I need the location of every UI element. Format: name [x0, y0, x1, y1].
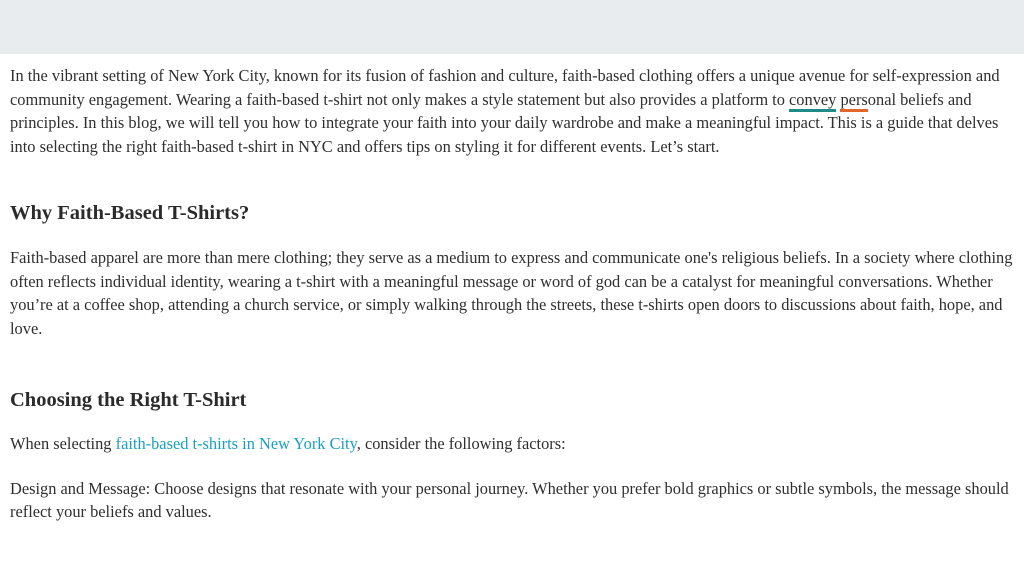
intro-text-part2: onal beliefs and principles. In this blog, we will tell you how to integrate your faith into your daily wardrobe and make a meaningful impact. This is a guide that delves into selecting the right faith-based t-shirt in NYC and offers tips on styling it for different events. Let’s start. — [10, 89, 999, 156]
intro-text-part1: In the vibrant setting of New York City, known for its fusion of fashion and culture, faith-based clothing offers a unique avenue for self-expression and community engagement. Wearing a faith-based t-shirt not only makes a style statement but also provides a platform to — [10, 66, 1000, 109]
when-prefix-text: When selecting — [10, 434, 112, 453]
when-suffix-text: , consider the following factors: — [356, 434, 566, 453]
intro-paragraph — [10, 64, 1014, 158]
faith-shirts-nyc-link[interactable]: faith-based t-shirts in New York City — [115, 434, 357, 453]
design-message-paragraph: Design and Message: Choose designs that resonate with your personal journey. Whether you prefer bold graphics or subtle symbols, the message should reflect your beliefs and values. — [10, 478, 1009, 521]
why-paragraph: Faith-based apparel are more than mere clothing; they serve as a medium to express and communicate one's religious beliefs. In a society where clothing often reflects individual identity, wearing a t-shirt with a meaningful message or word of god can be a catalyst for meaningful conversations. Whether you’re at a coffee shop, attending a church service, or simply walking through the streets, these t-shirts open doors to discussions about faith, hope, and love. — [10, 248, 1013, 338]
article-body — [10, 62, 1014, 524]
highlight-orange-fragment: pers — [840, 90, 867, 112]
section-heading-why: Why Faith-Based T-Shirts? — [10, 202, 250, 224]
highlight-teal-word: convey — [789, 90, 836, 112]
section-heading-choosing: Choosing the Right T-Shirt — [10, 389, 247, 411]
when-selecting-paragraph — [10, 432, 1014, 456]
top-banner-bar — [0, 0, 1024, 54]
